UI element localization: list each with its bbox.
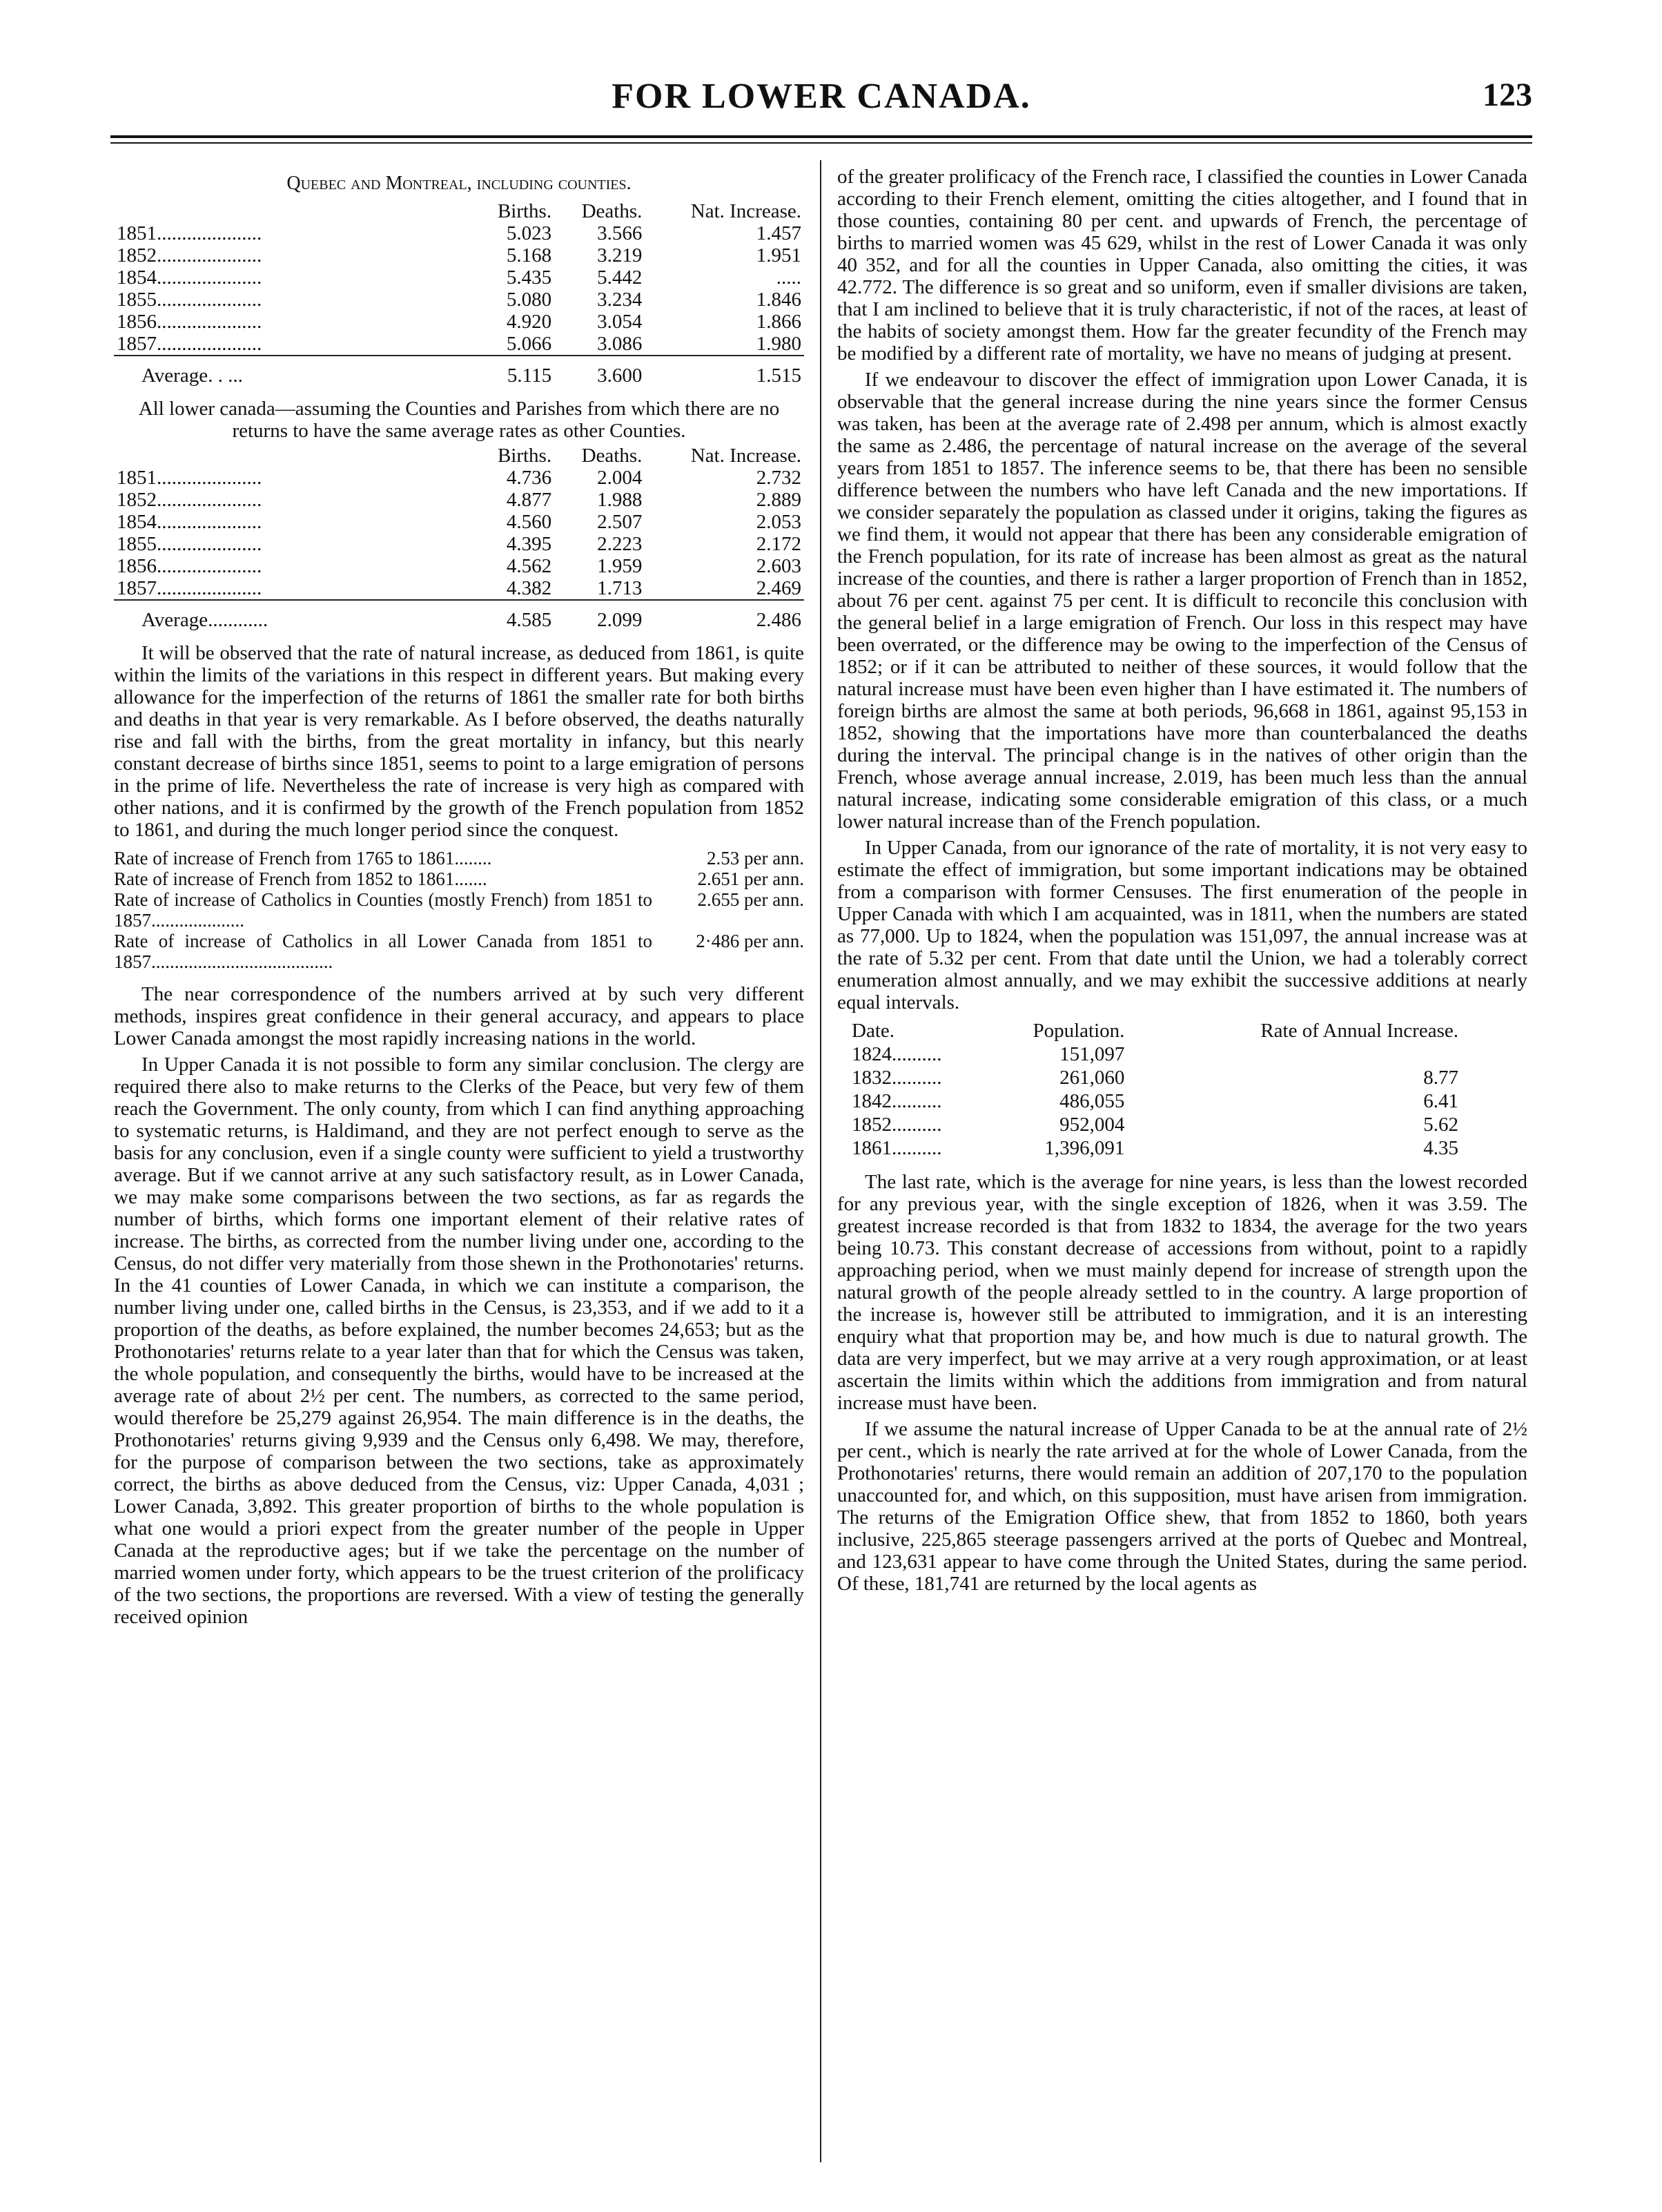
table-row	[851, 1066, 1514, 1089]
rate-value: 2.53 per ann.	[707, 848, 804, 869]
row-increase: 2.053	[756, 511, 801, 533]
row-births: 4.877	[506, 489, 552, 511]
row-rate: 5.62	[1423, 1114, 1458, 1136]
table-row: 1855..................... 5.080 3.234 1.846	[114, 289, 804, 311]
row-deaths: 3.219	[597, 244, 643, 266]
row-births: 5.080	[506, 289, 552, 311]
table-row	[851, 1136, 1514, 1160]
running-title: FOR LOWER CANADA.	[612, 77, 1031, 116]
col-date: Date.	[852, 1020, 894, 1042]
row-deaths: 1.959	[597, 555, 643, 577]
row-increase: 1.866	[756, 311, 801, 333]
row-rate: 8.77	[1423, 1067, 1458, 1089]
rate-value: 2·486 per ann.	[696, 931, 804, 951]
row-rate: 6.41	[1423, 1090, 1458, 1112]
col-rate: Rate of Annual Increase.	[1260, 1020, 1458, 1042]
row-increase: 1.951	[756, 244, 801, 266]
table-row: 1851..................... 5.023 3.566 1.457	[114, 222, 804, 244]
row-year: 1855	[117, 533, 157, 555]
row-population: 1,396,091	[1044, 1137, 1125, 1159]
rate-value: 2.651 per ann.	[697, 869, 804, 889]
table2-average-row: Average............ 4.585 2.099 2.486	[114, 601, 804, 631]
col-increase: Nat. Increase.	[690, 445, 801, 467]
right-column	[837, 166, 1527, 1599]
row-increase: .....	[776, 266, 801, 289]
row-year: 1852	[117, 489, 157, 511]
col-increase: Nat. Increase.	[690, 200, 801, 222]
table-row: 1852..................... 4.877 1.988 2.889	[114, 489, 804, 511]
header-rule-thin	[110, 142, 1532, 144]
paragraph: It will be observed that the rate of natural increase, as deduced from 1861, is quite within the limits of the variations in this respect in different years. But making every allowance for the imperfection of the returns of 1861 the smaller rate for both births and deaths in that year is very remarkable. As I before observed, the deaths naturally rise and fall with the births, from the great mortality in infancy, but this nearly constant decrease of births since 1851, seems to point to a large emigration of persons in the prime of life. Nevertheless the rate of increase is very high as compared with other nations, and it is confirmed by the growth of the French population from 1852 to 1861, and during the much longer period since the conquest.	[114, 642, 804, 841]
row-deaths: 2.507	[597, 511, 643, 533]
row-increase: 2.172	[756, 533, 801, 555]
col-population: Population.	[1033, 1020, 1125, 1042]
table-row: 1857..................... 5.066 3.086 1.980	[114, 333, 804, 356]
row-date: 1832..........	[852, 1067, 942, 1089]
column-divider	[820, 160, 821, 2162]
row-population: 952,004	[1059, 1114, 1125, 1136]
row-deaths: 3.086	[597, 333, 643, 355]
table1-average-row: Average. . ... 5.115 3.600 1.515	[114, 356, 804, 387]
table-quebec-montreal	[114, 200, 804, 387]
row-year: 1857	[117, 577, 157, 599]
page-header	[110, 76, 1532, 131]
row-year: 1854	[117, 511, 157, 533]
row-year: 1851	[117, 467, 157, 489]
row-year: 1855	[117, 289, 157, 311]
row-year: 1851	[117, 222, 157, 244]
row-deaths: 1.988	[597, 489, 643, 511]
table-row: 1857..................... 4.382 1.713 2.469	[114, 577, 804, 600]
row-births: 5.435	[506, 266, 552, 289]
rate-item	[114, 889, 804, 931]
table-all-lower-canada	[114, 445, 804, 631]
paragraph: If we assume the natural increase of Upper Canada to be at the annual rate of 2½ per cent., which is nearly the rate arrived at for the whole of Lower Canada, from the Prothonotaries' returns, there would remain an addition of 207,170 to the population unaccounted for, and which, on this supposition, must have arisen from immigration. The returns of the Emigration Office shew, that from 1852 to 1860, both years inclusive, 225,865 steerage passengers arrived at the ports of Quebec and Montreal, and 123,631 appear to have come through the United States, during the same period. Of these, 181,741 are returned by the local agents as	[837, 1418, 1527, 1595]
row-year: 1856	[117, 555, 157, 577]
paragraph: In Upper Canada it is not possible to form any similar conclusion. The clergy are required there also to make returns to the Clerks of the Peace, but very few of them reach the Government. The only county, from which I can find anything approaching to systematic returns, is Haldimand, and they are not perfect enough to serve as the basis for any conclusion, even if a single county were sufficient to yield a trustworthy average. But if we cannot arrive at any such satisfactory result, as in Lower Canada, we may make some comparisons between the two sections, as far as regards the number of births, which forms one important element of their relative rates of increase. The births, as corrected from the number living under one, according to the Census, do not differ very materially from those shewn in the Prothonotaries' returns. In the 41 counties of Lower Canada, in which we can institute a comparison, the number living under one, called births in the Census, is 23,353, and if we add to it a proportion of the deaths, as before explained, the number becomes 24,653; but as the Prothonotaries' returns relate to a year later than that for which the Census was taken, the whole population, and consequently the births, would have to be increased at the average rate of about 2½ per cent. The numbers, as corrected to the same period, would therefore be 25,279 against 26,954. The main difference is in the deaths, the Prothonotaries' returns giving 9,939 and the Census only 6,498. We may, therefore, for the purpose of comparison between the two sections, take as approximately correct, the births as above deduced from the Census, viz: Upper Canada, 4,031 ; Lower Canada, 3,892. This greater proportion of births to the whole population is what one would a priori expect from the greater number of the people in Upper Canada at the reproductive ages; but if we take the percentage on the number of married women under forty, which appears to be the truest criterion of the prolificacy of the two sections, the proportions are reversed. With a view of testing the generally received opinion	[114, 1054, 804, 1628]
table-row	[851, 1042, 1514, 1066]
row-population: 486,055	[1059, 1090, 1125, 1112]
avg-label: Average	[141, 609, 208, 631]
page-number: 123	[1483, 77, 1532, 113]
header-rule-thick	[110, 135, 1532, 138]
paragraph: In Upper Canada, from our ignorance of the rate of mortality, it is not very easy to estimate the effect of immigration, but some important indications may be obtained from a comparison with former Censuses. The first enumeration of the people in Upper Canada with which I am acquainted, was in 1811, when the numbers are stated as 77,000. Up to 1824, when the population was 151,097, the annual increase was at the rate of 5.32 per cent. From that date until the Union, we had a tolerably correct enumeration almost annually, and we may exhibit the successive additions at nearly equal intervals.	[837, 837, 1527, 1013]
rate-item	[114, 869, 804, 889]
row-deaths: 2.223	[597, 533, 643, 555]
avg-increase: 1.515	[756, 365, 801, 387]
paragraph: of the greater prolificacy of the French race, I classified the counties in Lower Canada according to their French element, omitting the cities altogether, and I found that in those counties, containing 80 per cent. and upwards of French, the percentage of births to married women was 45 629, whilst in the rest of Lower Canada it was only 40 352, and for all the counties in Upper Canada, also omitting the cities, it was 42.772. The difference is so great and so uniform, even if smaller divisions are taken, that I am inclined to believe that it is truly characteristic, if not of the races, at least of the habits of society amongst them. How far the greater fecundity of the French may be modified by a different rate of mortality, we have no means of judging at present.	[837, 166, 1527, 365]
avg-births: 4.585	[506, 609, 552, 631]
rate-value: 2.655 per ann.	[697, 889, 804, 910]
col-births: Births.	[497, 445, 552, 467]
row-births: 5.066	[506, 333, 552, 355]
row-population: 151,097	[1059, 1043, 1125, 1065]
rate-list	[114, 848, 804, 972]
col-deaths: Deaths.	[581, 445, 643, 467]
paragraph: The near correspondence of the numbers arrived at by such very different methods, inspires great confidence in their general accuracy, and appears to place Lower Canada amongst the most rapidly increasing nations in the world.	[114, 983, 804, 1049]
avg-deaths: 3.600	[597, 365, 643, 387]
row-increase: 2.889	[756, 489, 801, 511]
table-row	[851, 1089, 1514, 1113]
rate-label: Rate of increase of French from 1765 to 1861........	[114, 848, 492, 869]
rate-label: Rate of increase of French from 1852 to 1861.......	[114, 869, 487, 889]
rate-label: Rate of increase of Catholics in all Lower Canada from 1851 to 1857.......................................	[114, 931, 652, 972]
row-increase: 1.846	[756, 289, 801, 311]
row-births: 5.168	[506, 244, 552, 266]
row-date: 1824..........	[852, 1043, 942, 1065]
row-births: 4.560	[506, 511, 552, 533]
row-year: 1852	[117, 244, 157, 266]
table2-title: All lower canada—assuming the Counties and Parishes from which there are no returns to have the same average rates as other Counties.	[138, 398, 780, 442]
row-births: 4.920	[506, 311, 552, 333]
table1-title: Quebec and Montreal, including counties.	[286, 173, 632, 194]
row-date: 1861..........	[852, 1137, 942, 1159]
row-increase: 2.469	[756, 577, 801, 599]
rate-item	[114, 848, 804, 869]
population-table	[851, 1019, 1514, 1160]
row-births: 4.395	[506, 533, 552, 555]
rate-item	[114, 931, 804, 972]
table-row: 1854..................... 5.435 5.442 .....	[114, 266, 804, 289]
paragraph: The last rate, which is the average for nine years, is less than the lowest recorded for any previous year, with the single exception of 1826, when it was 3.59. The greatest increase recorded is that from 1832 to 1834, the average for the two years being 10.73. This constant decrease of accessions from without, point to a rapidly approaching period, when we must mainly depend for increase of strength upon the natural growth of the people already settled to in the country. A large proportion of the increase is, however still be attributed to immigration, and it is an interesting enquiry what that proportion may be, and how much is due to natural growth. The data are very imperfect, but we may arrive at a very rough approximation, or at least ascertain the limits within which the additions from immigration and from natural increase must have been.	[837, 1171, 1527, 1414]
avg-deaths: 2.099	[597, 609, 643, 631]
left-column	[114, 166, 804, 1632]
table-row: 1854..................... 4.560 2.507 2.053	[114, 511, 804, 533]
avg-increase: 2.486	[756, 609, 801, 631]
table-row	[851, 1113, 1514, 1136]
paragraph: If we endeavour to discover the effect of immigration upon Lower Canada, it is observable that the general increase during the nine years since the former Census was taken, has been at the average rate of 2.498 per annum, which is almost exactly the same as 2.486, the percentage of natural increase on the average of the several years from 1851 to 1857. The inference seems to be, that there has been no sensible difference between the numbers who have left Canada and the new importations. If we consider separately the population as classed under it origins, taking the figures as we find them, it would not appear that there has been any considerable emigration of the French population, for its rate of increase has been almost as great as the natural increase of the counties, and there is rather a larger proportion of French than in 1852, about 76 per cent. against 75 per cent. It is difficult to reconcile this conclusion with the general belief in a large emigration of French. Our loss in this respect may have been overrated, or the difference may be owing to the imperfection of the Census of 1852; or if it can be attributed to neither of these sources, it would follow that the natural increase must have been even higher than I have estimated it. The numbers of foreign births are almost the same at both periods, 96,668 in 1861, against 95,153 in 1852, showing that the importations have more than counterbalanced the deaths during the interval. The principal change is in the natives of other origin than the French, whose average annual increase, 2.019, has been much less than the annual natural increase, indicating some considerable emigration of this class, or a much lower natural increase than of the French population.	[837, 369, 1527, 833]
row-increase: 1.980	[756, 333, 801, 355]
col-deaths: Deaths.	[581, 200, 643, 222]
row-year: 1856	[117, 311, 157, 333]
row-deaths: 2.004	[597, 467, 643, 489]
table-row: 1856..................... 4.562 1.959 2.603	[114, 555, 804, 577]
table-row: 1855..................... 4.395 2.223 2.172	[114, 533, 804, 555]
row-deaths: 3.054	[597, 311, 643, 333]
row-increase: 2.603	[756, 555, 801, 577]
row-year: 1857	[117, 333, 157, 355]
row-population: 261,060	[1059, 1067, 1125, 1089]
row-rate: 4.35	[1423, 1137, 1458, 1159]
col-births: Births.	[497, 200, 552, 222]
table-row: 1856..................... 4.920 3.054 1.866	[114, 311, 804, 333]
rate-label: Rate of increase of Catholics in Counties (mostly French) from 1851 to 1857....................	[114, 889, 652, 931]
table-row: 1851..................... 4.736 2.004 2.732	[114, 467, 804, 489]
row-deaths: 1.713	[597, 577, 643, 599]
row-deaths: 5.442	[597, 266, 643, 289]
row-date: 1842..........	[852, 1090, 942, 1112]
row-births: 4.382	[506, 577, 552, 599]
row-date: 1852..........	[852, 1114, 942, 1136]
row-births: 5.023	[506, 222, 552, 244]
avg-births: 5.115	[507, 365, 552, 387]
row-deaths: 3.234	[597, 289, 643, 311]
row-births: 4.562	[506, 555, 552, 577]
row-deaths: 3.566	[597, 222, 643, 244]
row-year: 1854	[117, 266, 157, 289]
row-increase: 1.457	[756, 222, 801, 244]
row-increase: 2.732	[756, 467, 801, 489]
avg-label: Average	[141, 365, 208, 387]
row-rate	[1152, 1042, 1514, 1066]
table-row: 1852..................... 5.168 3.219 1.951	[114, 244, 804, 266]
row-births: 4.736	[506, 467, 552, 489]
